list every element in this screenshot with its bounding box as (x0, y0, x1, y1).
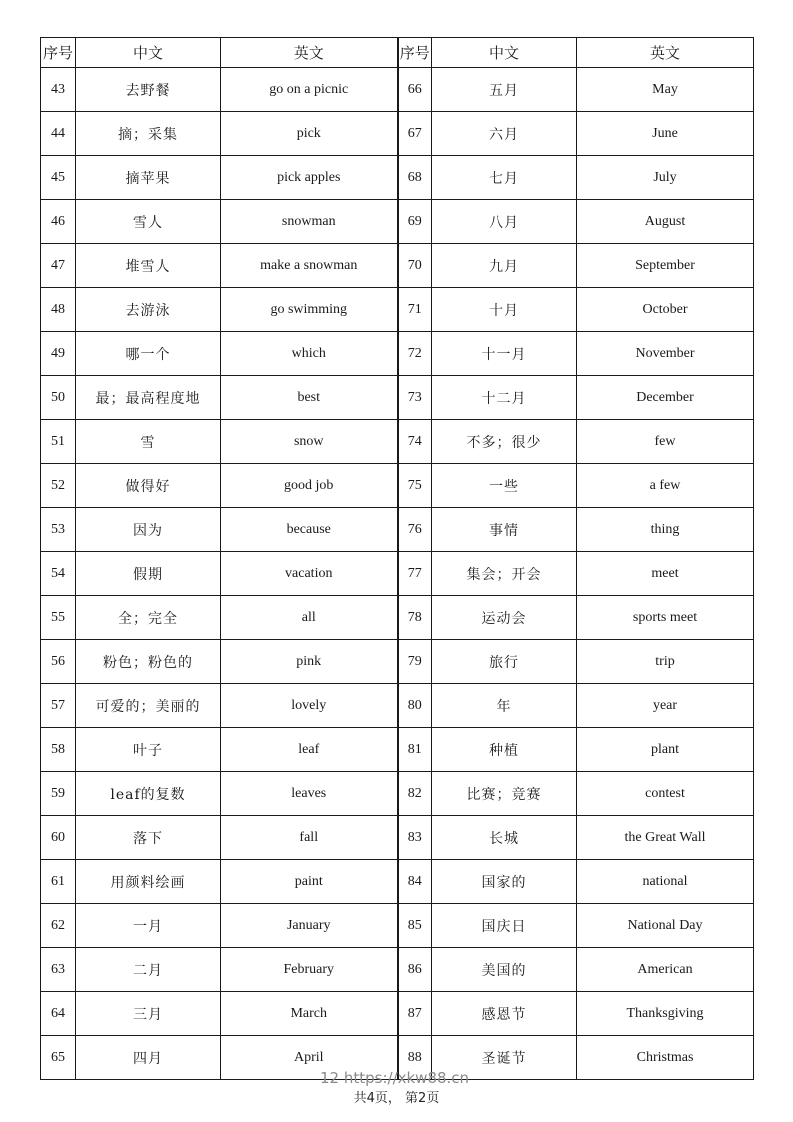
row-number-right: 74 (398, 420, 432, 464)
english-term-right: June (577, 112, 754, 156)
chinese-term-left: 用颜料绘画 (76, 860, 221, 904)
header-english-left: 英文 (221, 38, 398, 68)
row-number-left: 58 (41, 728, 76, 772)
english-term-left: pick (221, 112, 398, 156)
chinese-term-right: 国家的 (432, 860, 577, 904)
chinese-term-right: 不多；很少 (432, 420, 577, 464)
chinese-term-right: 七月 (432, 156, 577, 200)
chinese-term-left: 二月 (76, 948, 221, 992)
chinese-term-left: 全；完全 (76, 596, 221, 640)
table-row (41, 728, 754, 772)
row-number-right: 67 (398, 112, 432, 156)
english-term-left: pick apples (221, 156, 398, 200)
row-number-right: 81 (398, 728, 432, 772)
chinese-term-left: 四月 (76, 1036, 221, 1080)
row-number-left: 61 (41, 860, 76, 904)
table-row (41, 376, 754, 420)
english-term-right: Thanksgiving (577, 992, 754, 1036)
header-english-right: 英文 (577, 38, 754, 68)
english-term-left: best (221, 376, 398, 420)
row-number-left: 64 (41, 992, 76, 1036)
row-number-left: 55 (41, 596, 76, 640)
chinese-term-right: 一些 (432, 464, 577, 508)
chinese-term-right: 十一月 (432, 332, 577, 376)
chinese-term-left: 粉色；粉色的 (76, 640, 221, 684)
row-number-left: 53 (41, 508, 76, 552)
chinese-term-left: 去游泳 (76, 288, 221, 332)
english-term-right: national (577, 860, 754, 904)
chinese-term-right: 集会；开会 (432, 552, 577, 596)
english-term-left: go swimming (221, 288, 398, 332)
chinese-term-left: 最；最高程度地 (76, 376, 221, 420)
chinese-term-right: 八月 (432, 200, 577, 244)
row-number-right: 66 (398, 68, 432, 112)
english-term-right: October (577, 288, 754, 332)
table-row (41, 552, 754, 596)
english-term-left: April (221, 1036, 398, 1080)
chinese-term-left: 哪一个 (76, 332, 221, 376)
row-number-left: 46 (41, 200, 76, 244)
row-number-left: 60 (41, 816, 76, 860)
row-number-right: 73 (398, 376, 432, 420)
row-number-right: 77 (398, 552, 432, 596)
table-row (41, 860, 754, 904)
row-number-left: 47 (41, 244, 76, 288)
table-row (41, 156, 754, 200)
english-term-right: year (577, 684, 754, 728)
row-number-right: 70 (398, 244, 432, 288)
chinese-term-left: leaf的复数 (76, 772, 221, 816)
row-number-right: 84 (398, 860, 432, 904)
english-term-right: November (577, 332, 754, 376)
chinese-term-left: 假期 (76, 552, 221, 596)
row-number-left: 45 (41, 156, 76, 200)
row-number-left: 50 (41, 376, 76, 420)
chinese-term-left: 摘苹果 (76, 156, 221, 200)
row-number-right: 71 (398, 288, 432, 332)
english-term-left: leaves (221, 772, 398, 816)
row-number-right: 86 (398, 948, 432, 992)
table-row (41, 420, 754, 464)
english-term-right: thing (577, 508, 754, 552)
row-number-right: 72 (398, 332, 432, 376)
row-number-left: 65 (41, 1036, 76, 1080)
vocabulary-table (40, 37, 754, 1080)
chinese-term-right: 六月 (432, 112, 577, 156)
row-number-left: 43 (41, 68, 76, 112)
english-term-left: leaf (221, 728, 398, 772)
english-term-left: all (221, 596, 398, 640)
english-term-left: January (221, 904, 398, 948)
table-row (41, 948, 754, 992)
table-row (41, 816, 754, 860)
table-row (41, 904, 754, 948)
english-term-right: Christmas (577, 1036, 754, 1080)
table-header-row (41, 38, 754, 68)
chinese-term-right: 运动会 (432, 596, 577, 640)
row-number-left: 62 (41, 904, 76, 948)
row-number-right: 79 (398, 640, 432, 684)
table-row (41, 332, 754, 376)
english-term-left: because (221, 508, 398, 552)
english-term-right: July (577, 156, 754, 200)
row-number-left: 63 (41, 948, 76, 992)
header-chinese-right: 中文 (432, 38, 577, 68)
english-term-left: go on a picnic (221, 68, 398, 112)
table-row (41, 684, 754, 728)
english-term-left: paint (221, 860, 398, 904)
chinese-term-left: 叶子 (76, 728, 221, 772)
english-term-left: pink (221, 640, 398, 684)
chinese-term-left: 摘；采集 (76, 112, 221, 156)
row-number-left: 54 (41, 552, 76, 596)
english-term-left: February (221, 948, 398, 992)
table-row (41, 244, 754, 288)
chinese-term-right: 国庆日 (432, 904, 577, 948)
chinese-term-right: 比赛；竞赛 (432, 772, 577, 816)
english-term-left: March (221, 992, 398, 1036)
english-term-right: the Great Wall (577, 816, 754, 860)
row-number-left: 44 (41, 112, 76, 156)
chinese-term-right: 十月 (432, 288, 577, 332)
header-number-left: 序号 (41, 38, 76, 68)
english-term-left: good job (221, 464, 398, 508)
chinese-term-right: 美国的 (432, 948, 577, 992)
row-number-right: 83 (398, 816, 432, 860)
row-number-right: 75 (398, 464, 432, 508)
row-number-left: 59 (41, 772, 76, 816)
chinese-term-left: 落下 (76, 816, 221, 860)
chinese-term-left: 可爱的；美丽的 (76, 684, 221, 728)
chinese-term-left: 雪人 (76, 200, 221, 244)
english-term-left: snowman (221, 200, 398, 244)
chinese-term-right: 九月 (432, 244, 577, 288)
table-row (41, 112, 754, 156)
row-number-left: 51 (41, 420, 76, 464)
row-number-right: 88 (398, 1036, 432, 1080)
english-term-right: December (577, 376, 754, 420)
table-row (41, 68, 754, 112)
chinese-term-right: 十二月 (432, 376, 577, 420)
chinese-term-left: 雪 (76, 420, 221, 464)
row-number-right: 78 (398, 596, 432, 640)
chinese-term-right: 事情 (432, 508, 577, 552)
chinese-term-right: 感恩节 (432, 992, 577, 1036)
chinese-term-right: 旅行 (432, 640, 577, 684)
english-term-right: sports meet (577, 596, 754, 640)
page-indicator: 共4页， 第2页 (353, 1091, 440, 1106)
header-chinese-left: 中文 (76, 38, 221, 68)
english-term-left: snow (221, 420, 398, 464)
row-number-left: 52 (41, 464, 76, 508)
watermark: 12 https://xkw88.cn (320, 1069, 470, 1087)
chinese-term-left: 一月 (76, 904, 221, 948)
chinese-term-right: 长城 (432, 816, 577, 860)
english-term-right: contest (577, 772, 754, 816)
row-number-left: 48 (41, 288, 76, 332)
table-row (41, 596, 754, 640)
english-term-left: fall (221, 816, 398, 860)
english-term-left: lovely (221, 684, 398, 728)
english-term-left: which (221, 332, 398, 376)
english-term-right: few (577, 420, 754, 464)
english-term-right: National Day (577, 904, 754, 948)
row-number-left: 57 (41, 684, 76, 728)
table-body (41, 68, 754, 1080)
table-row (41, 640, 754, 684)
row-number-right: 87 (398, 992, 432, 1036)
row-number-right: 80 (398, 684, 432, 728)
row-number-left: 49 (41, 332, 76, 376)
chinese-term-right: 种植 (432, 728, 577, 772)
table-row (41, 200, 754, 244)
table-row (41, 464, 754, 508)
english-term-right: American (577, 948, 754, 992)
row-number-right: 69 (398, 200, 432, 244)
header-number-right: 序号 (398, 38, 432, 68)
chinese-term-left: 去野餐 (76, 68, 221, 112)
english-term-right: August (577, 200, 754, 244)
english-term-right: trip (577, 640, 754, 684)
chinese-term-left: 做得好 (76, 464, 221, 508)
english-term-right: plant (577, 728, 754, 772)
row-number-right: 68 (398, 156, 432, 200)
table-row (41, 508, 754, 552)
table-row (41, 772, 754, 816)
english-term-right: September (577, 244, 754, 288)
english-term-right: May (577, 68, 754, 112)
table-row (41, 992, 754, 1036)
table-row (41, 288, 754, 332)
row-number-right: 82 (398, 772, 432, 816)
english-term-right: meet (577, 552, 754, 596)
chinese-term-right: 年 (432, 684, 577, 728)
chinese-term-right: 五月 (432, 68, 577, 112)
row-number-right: 76 (398, 508, 432, 552)
english-term-right: a few (577, 464, 754, 508)
chinese-term-left: 因为 (76, 508, 221, 552)
row-number-left: 56 (41, 640, 76, 684)
english-term-left: vacation (221, 552, 398, 596)
chinese-term-right: 圣诞节 (432, 1036, 577, 1080)
chinese-term-left: 三月 (76, 992, 221, 1036)
english-term-left: make a snowman (221, 244, 398, 288)
row-number-right: 85 (398, 904, 432, 948)
chinese-term-left: 堆雪人 (76, 244, 221, 288)
